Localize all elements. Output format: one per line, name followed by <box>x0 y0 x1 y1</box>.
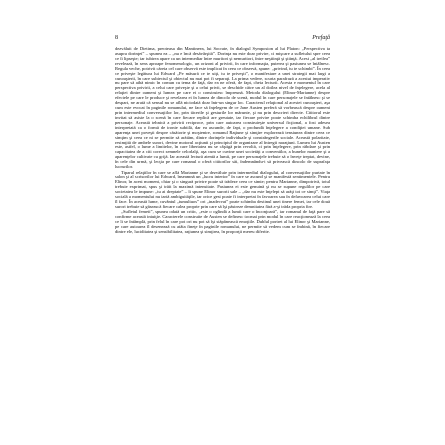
paragraph-2: Tiparul relaţiilor în care se află Marianne şi se dezvăluie prin intermediul dialogului, al conversaţiilor purtate în salon şi al scrisorilor lui Edward, înseamnă un „lucru interior” în care se ascund şi se manifestă sentimentele. Pentru Elinor, în acest moment, chiar şi o singură privire poate să trădeze ceea ce simte; pentru Marianne, dimpotrivă, totul trebuie exprimat, spus şi trăit la maximă intensitate. Pasiunea ei este genuină şi nu se supune regulilor pe care societatea le impune: „tu ai dreptate” – îi spune Elinor surorii sale – „dar nu este înţelept să arăţi tot ce simţi”. Viaţa socială a momentului nu iartă ambiguităţile, iar orice gest poate fi interpretat în favoarea sau în defavoarea celui care îl face. În această lume, cuvântul „tumultuos” ori „inadecvat” poate schimba destinul unei tinere femei, iar cele două surori trebuie să găsească fiecare calea proprie prin care să îşi păstreze demnitatea fără a-şi trăda propria fire. <box>115 169 330 209</box>
body-text <box>115 47 330 403</box>
page-header <box>115 35 330 45</box>
paragraph-3: „Sufletul femeii”, spunea odată un critic, „este o oglindă a lumii care o înconjoară”, iar romanul de faţă pare să confirme această intuiţie. Caracterele construite de Austen se definesc tocmai prin modul în care reacţionează la ceea ce li se întâmplă, prin felul în care pot ori nu pot să îşi stăpânească emoţiile. Dublul portret al lui Elinor şi Marianne, pe care autoarea îl desenează cu atâta fineţe în paginile romanului, ne permite să vedem cum se îmbină, în fiecare dintre ele, luciditatea şi sensibilitatea, raţiunea şi simţirea, în proporţii mereu diferite. <box>115 209 330 235</box>
running-head: Prefaţă <box>312 35 330 41</box>
paragraph-1: dezvăluit de Dietima, preoteasa din Mantineea, lui Socrate, în dialogul Symposion al lui Platon: „Perspectiva ta asupra dorinţei” – spunea ea – „nu e încă desăvârşită”. Dorinţa nu este doar privire, ci mişcare a sufletului spre ceea ce îi lipseşte; iar iubirea apare ca un intermediar între muritori şi nemuritori, între neştiinţă şi ştiinţă. Acest „al treilea” revelează, în sens aproape fenomenologic, un orizont al privirii, în care informaţia, puterea şi pasiunea se întâlnesc. Regula veche, potrivit căreia cel care observă este implicat în ceea ce observă, spune: „privind, tu te schimbi”. În ceea ce priveşte legătura lui Edward „Pe măsură ce te uiţi, tu te priveşti”, o manifestare a unei strategii mai largi a cunoaşterii, în care subiectul şi obiectul nu mai pot fi separaţi. La prima vedere, scurta parafrază a acestui imperativ nu pare să aibă nimic în comun cu tema de faţă, dar ea ne oferă, de fapt, cheia lecturii. Acesta e momentul în care perspectiva privirii, a celui care priveşte şi a celui privit, se deschide către un al doilea nivel de înţelegere, acela al relaţiei dintre oameni şi lumea pe care ei o construiesc împreună. Metoda dialogului (Elinor-Marianne) despre efectele pe care le produce şi revelarea ei în lumea de dincolo de scenă, modul în care personajele se întâlnesc şi se despart, ne arată că sensul nu se află niciodată doar într-un singur loc. Caracterul relaţional al acestei cunoaşteri, aşa cum este evocat în paginile romanului, ne face să înţelegem de ce Jane Austen preferă să vorbească despre oameni prin intermediul conversaţiilor lor, prin tăcerile şi gesturile lor mărunte, şi nu prin descrieri directe. Cititorul este invitat să asiste la o scenă în care fiecare replică are greutate, iar fiecare privire poate schimba echilibrul dintre personaje. Această tehnică a privirii reciproce, prin care autoarea construieşte universul ficţional, a fost adesea interpretată ca o formă de ironie subtilă, dar ea ascunde, de fapt, o profundă înţelegere a condiţiei umane. Sub aparenţa unei poveşti despre căsătorie şi moştenire, romanul Raţiune şi simţire explorează tensiunea dintre ceea ce simţim şi ceea ce ni se permite să arătăm, dintre dorinţele individuale şi constrângerile sociale. Această polaritate, resimţită de ambele surori, devine motorul acţiunii şi principiul de organizare al întregii naraţiuni. Lumea lui Austen este, astfel, o lume a limitelor, în care libertatea nu se câştigă prin revoltă, ci prin înţelegere, prin răbdare şi prin capacitatea de a citi corect semnele celorlalţi, aşa cum se cuvine unei societăţi a conveniilor, a bunelor maniere şi a aparenţelor cultivate cu grijă. Iar această lectură atentă a lumii, pe care personajele trebuie să o înveţe treptat, devine, în cele din urmă, şi lecţia pe care romanul o oferă cititorilor săi, îndemnându-i să privească dincolo de suprafaţa lucrurilor. <box>115 47 330 170</box>
page-number: 8 <box>115 35 118 41</box>
